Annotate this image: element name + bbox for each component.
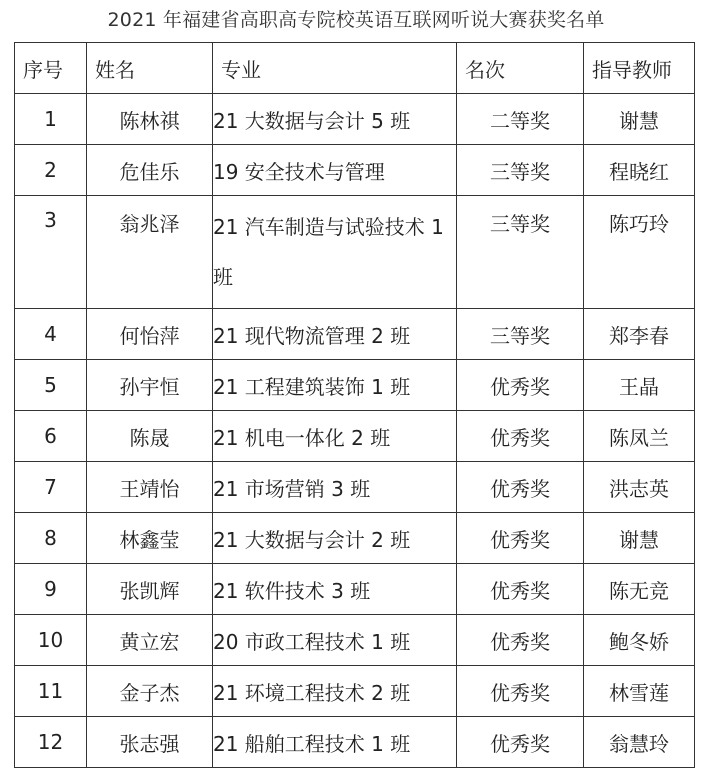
cell-rank: 优秀奖 [457,717,584,768]
cell-teacher: 谢慧 [584,513,695,564]
cell-name: 陈晟 [87,411,213,462]
cell-name: 翁兆泽 [87,196,213,309]
document-title: 2021 年福建省高职高专院校英语互联网听说大赛获奖名单 [107,9,605,31]
table-row [15,564,695,615]
cell-teacher: 鲍冬娇 [584,615,695,666]
cell-no: 3 [15,196,87,309]
cell-major: 21 船舶工程技术 1 班 [213,717,457,768]
cell-major: 21 机电一体化 2 班 [213,411,457,462]
cell-name: 陈林祺 [87,94,213,145]
header-teacher: 指导教师 [584,43,695,94]
cell-no: 6 [15,411,87,462]
cell-teacher: 陈巧玲 [584,196,695,309]
cell-no: 2 [15,145,87,196]
cell-name: 张凯辉 [87,564,213,615]
cell-rank: 优秀奖 [457,666,584,717]
cell-teacher: 洪志英 [584,462,695,513]
cell-no: 8 [15,513,87,564]
cell-name: 金子杰 [87,666,213,717]
cell-name: 何怡萍 [87,309,213,360]
cell-name: 张志强 [87,717,213,768]
cell-rank: 三等奖 [457,145,584,196]
table-row [15,309,695,360]
cell-major: 21 现代物流管理 2 班 [213,309,457,360]
cell-major: 21 工程建筑装饰 1 班 [213,360,457,411]
cell-major: 21 汽车制造与试验技术 1 班 [213,196,457,309]
cell-major: 19 安全技术与管理 [213,145,457,196]
header-no: 序号 [15,43,87,94]
cell-no: 5 [15,360,87,411]
cell-name: 危佳乐 [87,145,213,196]
cell-teacher: 郑李春 [584,309,695,360]
cell-no: 10 [15,615,87,666]
cell-rank: 优秀奖 [457,615,584,666]
table-row [15,513,695,564]
cell-no: 9 [15,564,87,615]
cell-rank: 优秀奖 [457,462,584,513]
table-row [15,717,695,768]
table-row [15,411,695,462]
cell-teacher: 陈无竞 [584,564,695,615]
cell-rank: 优秀奖 [457,411,584,462]
cell-major: 21 大数据与会计 2 班 [213,513,457,564]
cell-major: 21 市场营销 3 班 [213,462,457,513]
cell-no: 11 [15,666,87,717]
header-name: 姓名 [87,43,213,94]
table-row [15,615,695,666]
cell-no: 4 [15,309,87,360]
table-row [15,666,695,717]
cell-teacher: 陈凤兰 [584,411,695,462]
cell-rank: 三等奖 [457,309,584,360]
cell-name: 王靖怡 [87,462,213,513]
cell-major: 21 环境工程技术 2 班 [213,666,457,717]
cell-no: 1 [15,94,87,145]
cell-name: 黄立宏 [87,615,213,666]
table-row [15,462,695,513]
cell-teacher: 程晓红 [584,145,695,196]
cell-name: 林鑫莹 [87,513,213,564]
table-row [15,360,695,411]
cell-rank: 优秀奖 [457,360,584,411]
award-table [14,42,695,768]
cell-rank: 优秀奖 [457,564,584,615]
cell-major: 21 软件技术 3 班 [213,564,457,615]
cell-rank: 优秀奖 [457,513,584,564]
table-row [15,94,695,145]
cell-name: 孙宇恒 [87,360,213,411]
header-major: 专业 [213,43,457,94]
cell-rank: 二等奖 [457,94,584,145]
cell-no: 12 [15,717,87,768]
cell-major: 21 大数据与会计 5 班 [213,94,457,145]
table-header-row [15,43,695,94]
cell-no: 7 [15,462,87,513]
table-row [15,145,695,196]
cell-teacher: 翁慧玲 [584,717,695,768]
cell-teacher: 林雪莲 [584,666,695,717]
cell-major: 20 市政工程技术 1 班 [213,615,457,666]
cell-teacher: 王晶 [584,360,695,411]
cell-rank: 三等奖 [457,196,584,309]
header-rank: 名次 [457,43,584,94]
cell-teacher: 谢慧 [584,94,695,145]
table-row [15,196,695,309]
